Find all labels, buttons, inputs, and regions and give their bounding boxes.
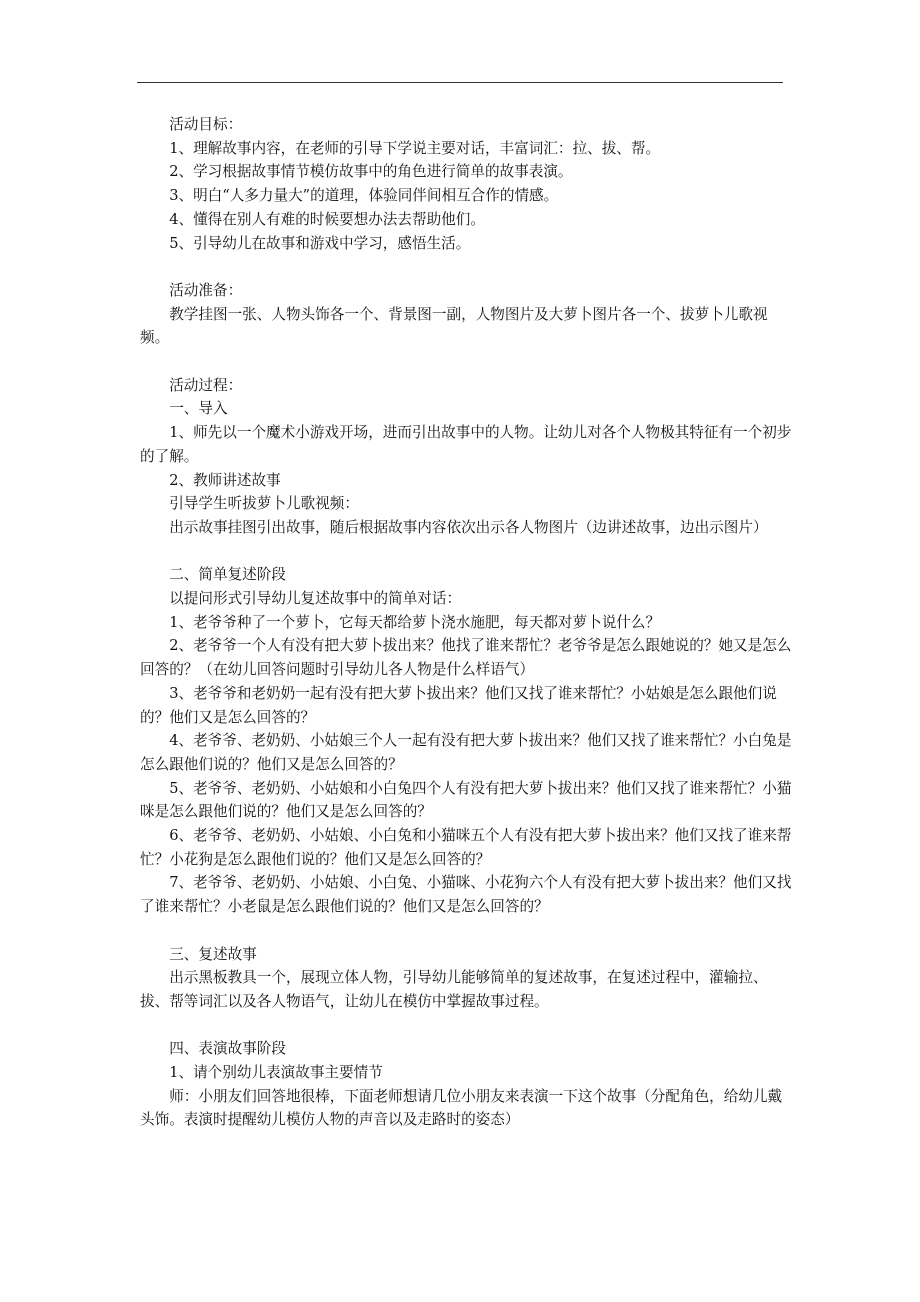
intro-paragraph: 引导学生听拔萝卜儿歌视频：	[169, 495, 359, 513]
perform-heading: 四、表演故事阶段	[169, 1040, 286, 1058]
goals-heading: 活动目标：	[169, 116, 243, 133]
spacer	[140, 1014, 796, 1038]
question-item: 5、老爷爷、老奶奶、小姑娘和小白兔四个人有没有把大萝卜拔出来？他们又找了谁来帮忙？小猫咪是怎么跟他们说的？他们又是怎么回答的？	[140, 779, 792, 821]
retell-simple-lead: 以提问形式引导幼儿复述故事中的简单对话：	[169, 590, 462, 608]
intro-heading: 一、导入	[169, 400, 228, 418]
spacer	[140, 350, 796, 374]
retell-story-text: 出示黑板教具一个，展现立体人物，引导幼儿能够简单的复述故事，在复述过程中，灌输拉、拔、帮等词汇以及各人物语气，让幼儿在模仿中掌握故事过程。	[140, 969, 768, 1010]
goal-item: 1、理解故事内容，在老师的引导下学说主要对话，丰富词汇：拉、拔、帮。	[169, 139, 661, 157]
retell-story-heading: 三、复述故事	[169, 945, 257, 963]
perform-paragraph: 1、请个别幼儿表演故事主要情节	[169, 1064, 383, 1082]
question-item: 1、老爷爷种了一个萝卜，它每天都给萝卜浇水施肥，每天都对萝卜说什么？	[169, 613, 661, 631]
document-body	[140, 113, 796, 1132]
spacer	[140, 919, 796, 943]
question-item: 7、老爷爷、老奶奶、小姑娘、小白兔、小猫咪、小花狗六个人有没有把大萝卜拔出来？他们又找了谁来帮忙？小老鼠是怎么跟他们说的？他们又是怎么回答的？	[140, 874, 792, 916]
prep-heading: 活动准备：	[169, 281, 243, 299]
question-item: 3、老爷爷和老奶奶一起有没有把大萝卜拔出来？他们又找了谁来帮忙？小姑娘是怎么跟他们说的？他们又是怎么回答的？	[140, 684, 777, 726]
process-heading: 活动过程：	[169, 376, 243, 394]
intro-paragraph: 出示故事挂图引出故事，随后根据故事内容依次出示各人物图片（边讲述故事，边出示图片）	[169, 518, 768, 536]
perform-paragraph: 师：小朋友们回答地很棒，下面老师想请几位小朋友来表演一下这个故事（分配角色，给幼儿戴头饰。表演时提醒幼儿模仿人物的声音以及走路时的姿态）	[140, 1087, 783, 1129]
spacer	[140, 540, 796, 564]
header-rule	[137, 82, 783, 83]
intro-paragraph: 1、师先以一个魔术小游戏开场，进而引出故事中的人物。让幼儿对各个人物极其特征有一个初步的了解。	[140, 424, 792, 465]
goal-item: 4、懂得在别人有难的时候要想办法去帮助他们。	[169, 210, 485, 228]
spacer	[140, 255, 796, 279]
question-item: 2、老爷爷一个人有没有把大萝卜拔出来？他找了谁来帮忙？老爷爷是怎么跟她说的？她又是怎么回答的？（在幼儿回答问题时引导幼儿各人物是什么样语气）	[140, 637, 792, 679]
prep-text: 教学挂图一张、人物头饰各一个、背景图一副，人物图片及大萝卜图片各一个、拔萝卜儿歌视频。	[140, 305, 768, 347]
goal-item: 3、明白“人多力量大”的道理，体验同伴间相互合作的情感。	[169, 187, 559, 205]
goal-item: 5、引导幼儿在故事和游戏中学习，感悟生活。	[169, 234, 471, 252]
question-item: 6、老爷爷、老奶奶、小姑娘、小白兔和小猫咪五个人有没有把大萝卜拔出来？他们又找了谁来帮忙？小花狗是怎么跟他们说的？他们又是怎么回答的？	[140, 827, 792, 868]
goal-item: 2、学习根据故事情节模仿故事中的角色进行简单的故事表演。	[169, 163, 573, 181]
question-item: 4、老爷爷、老奶奶、小姑娘三个人一起有没有把大萝卜拔出来？他们又找了谁来帮忙？小白兔是怎么跟他们说的？他们又是怎么回答的？	[140, 732, 792, 773]
intro-paragraph: 2、教师讲述故事	[169, 471, 281, 489]
retell-simple-heading: 二、简单复述阶段	[169, 566, 286, 584]
